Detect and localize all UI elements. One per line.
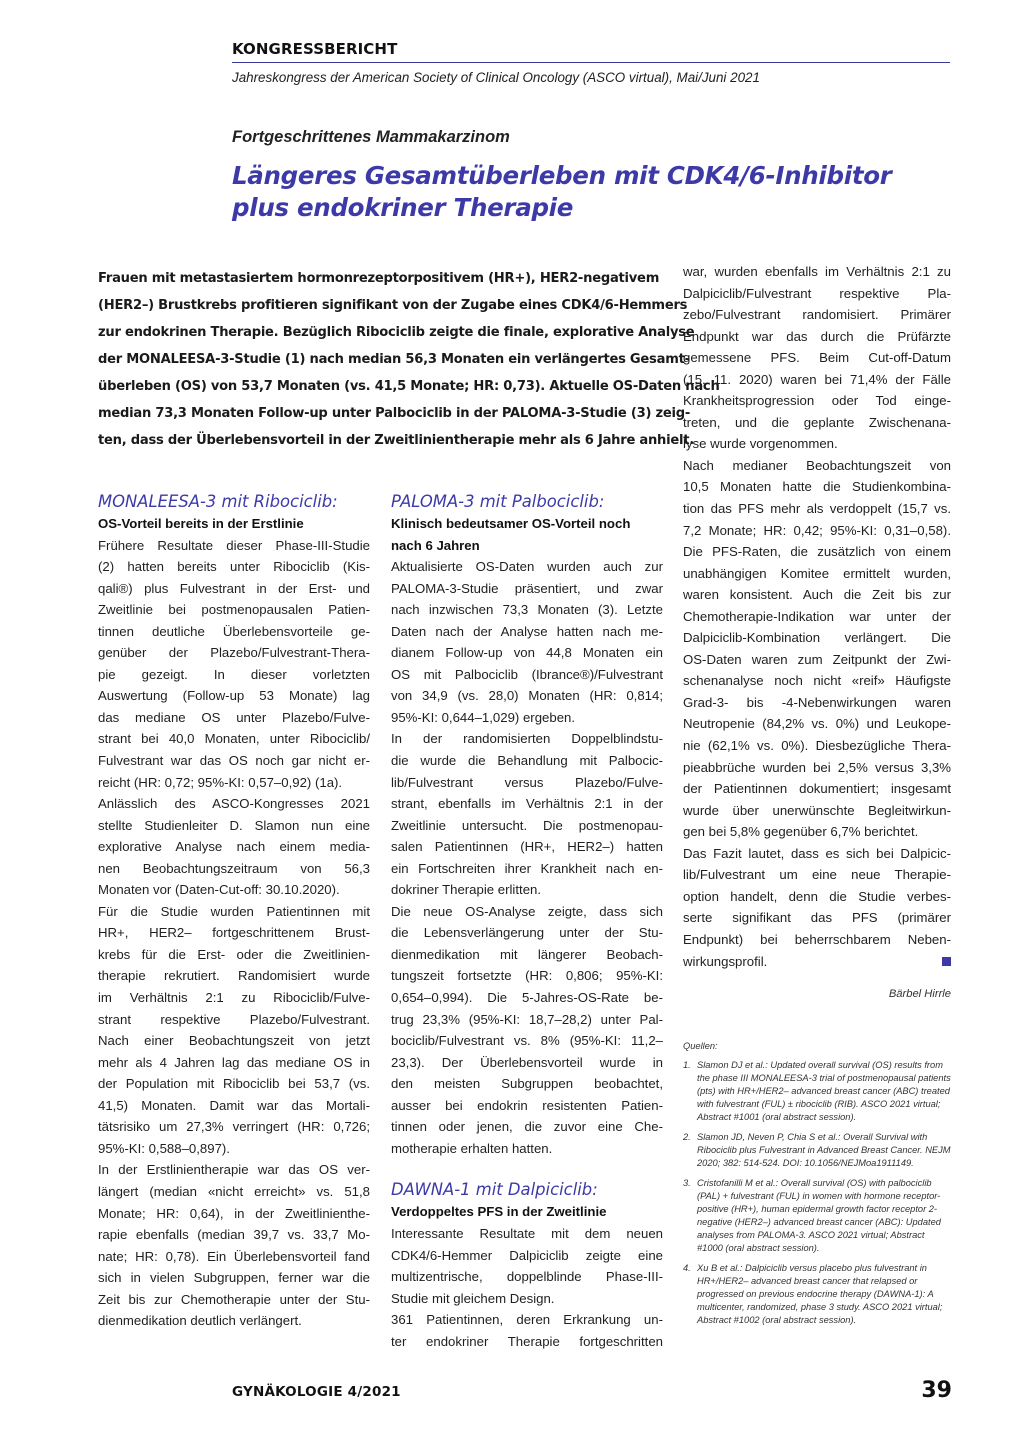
text-line: Grad-3- bis -4-Nebenwirkungen waren xyxy=(683,694,951,710)
lead-line: median 73,3 Monaten Follow-up unter Palbociclib in der PALOMA-3-Studie (3) zeig- xyxy=(98,406,691,421)
text-line: Chemotherapie-Indikation war unter der xyxy=(683,608,951,624)
text-line: tinnen deutliche Überlebensvorteile ge- xyxy=(98,623,370,639)
text-line: strant bei 40,0 Monaten, unter Ribociclib/ xyxy=(98,731,370,747)
journal-issue: GYNÄKOLOGIE 4/2021 xyxy=(232,1384,401,1400)
lead-line: zur endokrinen Therapie. Bezüglich Ribociclib zeigte die finale, explorative Analyse xyxy=(98,325,695,340)
text-line: Anlässlich des ASCO-Kongresses 2021 xyxy=(98,796,370,812)
text-line: ter endokriner Therapie fortgeschritten xyxy=(391,1333,663,1349)
reference-item xyxy=(683,1177,951,1255)
paragraph xyxy=(683,843,951,972)
title-line: Längeres Gesamtüberleben mit CDK4/6-Inhibitor xyxy=(232,161,892,190)
text-line: der Population mit Ribociclib bei 53,7 (vs. xyxy=(98,1076,370,1092)
text-line: Interessante Resultate mit dem neuen xyxy=(391,1225,663,1241)
text-line: serte signifikant das PFS (primärer xyxy=(683,910,951,926)
text-line: nate; HR: 0,78). Ein Überlebensvorteil fand xyxy=(98,1248,370,1264)
text-line: die wurde die Behandlung mit Palbocic- xyxy=(391,753,663,769)
text-line: Das Fazit lautet, dass es sich bei Dalpicic- xyxy=(683,845,951,861)
column-right xyxy=(683,261,951,972)
paragraph xyxy=(683,455,951,843)
text-line: Endpunkt war das durch die Prüfärzte xyxy=(683,328,951,344)
text-line: unabhängigen Komitee ermittelt wurden, xyxy=(683,565,951,581)
text-line: wurde über unerwünschte Begleitwirkun- xyxy=(683,802,951,818)
text-line: HR+, HER2– fortgeschrittenem Brust- xyxy=(98,925,370,941)
text-line: den meisten Subgruppen beobachtet, xyxy=(391,1076,663,1092)
text-line: Dalpiciclib/Fulvestrant respektive Pla- xyxy=(683,285,951,301)
text-line: therapie rekrutiert. Randomisiert wurde xyxy=(98,968,370,984)
text-line: genüber der Plazebo/Fulvestrant-Thera- xyxy=(98,645,370,661)
text-line: gemessene PFS. Beim Cut-off-Datum xyxy=(683,350,951,366)
reference-text: Slamon DJ et al.: Updated overall survival (OS) results from the phase III MONALEESA-3 trial of postmenopausal patients (pts) with HR+/HER2– advanced breast cancer (ABC) treated with fulvestrant (FUL) ± ribociclib (RIB). ASCO 2021 virtual; Abstract #1001 (oral abstract session). xyxy=(697,1060,951,1122)
text-line: OS mit Palbociclib (Ibrance®)/Fulvestrant xyxy=(391,666,663,682)
text-line: Auswertung (Follow-up 53 Monate) lag xyxy=(98,688,370,704)
paragraph xyxy=(391,901,663,1160)
lead-line: (HER2–) Brustkrebs profitieren signifikant von der Zugabe eines CDK4/6-Hemmers xyxy=(98,298,688,313)
reference-number: 4. xyxy=(683,1263,691,1273)
text-line: Nach einer Beobachtungszeit von jetzt xyxy=(98,1033,370,1049)
text-line: strant, ebenfalls im Verhältnis 2:1 in der xyxy=(391,796,663,812)
text-line: im Verhältnis 2:1 zu Ribociclib/Fulve- xyxy=(98,990,370,1006)
text-line: CDK4/6-Hemmer Dalpiciclib zeigte eine xyxy=(391,1247,663,1263)
article-lead xyxy=(98,265,720,454)
lead-line: überleben (OS) von 53,7 Monaten (vs. 41,5 Monate; HR: 0,73). Aktuelle OS-Daten nach xyxy=(98,379,720,394)
text-line: Zeit bis zur Chemotherapie unter der Stu- xyxy=(98,1291,370,1307)
text-line: dienmedikation mit längerer Beobach- xyxy=(391,946,663,962)
text-line: Zweitlinie bei postmenopausalen Patien- xyxy=(98,602,370,618)
lead-line: der MONALEESA-3-Studie (1) nach median 56,3 Monaten ein verlängertes Gesamt- xyxy=(98,352,690,367)
paragraph xyxy=(98,1159,370,1331)
title-line: plus endokriner Therapie xyxy=(232,193,574,222)
section-subheading: Klinisch bedeutsamer OS-Vorteil noch xyxy=(391,516,631,531)
author-signature: Bärbel Hirrle xyxy=(888,988,951,1000)
text-line: Fulvestrant war das OS noch gar nicht er- xyxy=(98,753,370,769)
reference-number: 2. xyxy=(683,1132,691,1142)
text-line: längert (median «nicht erreicht» vs. 51,8 xyxy=(98,1183,370,1199)
reference-text: Cristofanilli M et al.: Overall survival (OS) with palbociclib (PAL) + fulvestrant (FUL) in women with hormone receptor-positive (HR+), human epidermal growth factor receptor 2-negative (HER2–) advanced breast cancer (ABC): Updated analyses from PALOMA-3. ASCO 2021 virtual; Abstract #1000 (oral abstract session). xyxy=(697,1178,941,1253)
reference-item xyxy=(683,1059,951,1124)
text-line: dianem Follow-up von 44,8 Monaten ein xyxy=(391,645,663,661)
text-line: 0,654–0,994). Die 5-Jahres-OS-Rate be- xyxy=(391,990,663,1006)
text-line: pieabbrüche wurden bei 2,5% versus 3,3% xyxy=(683,759,951,775)
section-heading-paloma: PALOMA-3 mit Palbociclib: xyxy=(391,492,605,511)
paragraph xyxy=(391,728,663,900)
text-line: Die PFS-Raten, die zusätzlich von einem xyxy=(683,544,951,560)
text-line: tungszeit fortsetzte (HR: 0,806; 95%-KI: xyxy=(391,968,663,984)
text-line: wirkungsprofil. xyxy=(683,951,951,973)
section-subheading: OS-Vorteil bereits in der Erstlinie xyxy=(98,516,304,531)
paragraph xyxy=(98,793,370,901)
text-line: Endpunkt) bei beherrschbarem Neben- xyxy=(683,931,951,947)
congress-line: Jahreskongress der American Society of Clinical Oncology (ASCO virtual), Mai/Juni 2021 xyxy=(232,70,760,85)
text-line: Monaten vor (Daten-Cut-off: 30.10.2020). xyxy=(98,882,340,898)
text-line: ein Fortschreiten ihrer Krankheit nach en- xyxy=(391,860,663,876)
paragraph xyxy=(98,901,370,1160)
text-line: 10,5 Monaten hatte die Studienkombina- xyxy=(683,479,951,495)
text-line: explorative Analyse nach einem media- xyxy=(98,839,370,855)
section-subheading: nach 6 Jahren xyxy=(391,537,480,553)
section-rubric: KONGRESSBERICHT xyxy=(232,40,398,58)
text-line: Nach medianer Beobachtungszeit von xyxy=(683,457,951,473)
text-line: nen Beobachtungszeitraum von 56,3 xyxy=(98,860,370,876)
reference-item xyxy=(683,1262,951,1327)
article-title xyxy=(232,160,932,224)
text-line: von 34,9 (vs. 28,0) Monaten (HR: 0,814; xyxy=(391,688,663,704)
reference-text: Slamon JD, Neven P, Chia S et al.: Overall Survival with Ribociclib plus Fulvestrant in Advanced Breast Cancer. NEJM 2020; 382: 514-524. DOI: 10.1056/NEJMoa1911149. xyxy=(697,1132,951,1168)
text-line: dienmedikation deutlich verlängert. xyxy=(98,1313,302,1329)
text-line: trug 23,3% (95%-KI: 18,7–28,2) unter Pal- xyxy=(391,1011,663,1027)
text-line: tinnen oder jenen, die zuvor eine Che- xyxy=(391,1119,663,1135)
text-line: Daten nach der Analyse hatten nach me- xyxy=(391,623,663,639)
text-line: stellte Studienleiter D. Slamon nun eine xyxy=(98,817,370,833)
paragraph xyxy=(391,1309,663,1352)
reference-item xyxy=(683,1131,951,1170)
paragraph xyxy=(391,1223,663,1309)
text-line: 95%-KI: 0,644–1,029) ergeben. xyxy=(391,709,576,725)
text-line: lib/Fulvestrant versus Plazebo/Fulve- xyxy=(391,774,663,790)
text-line: nach inzwischen 73,3 Monaten (3). Letzte xyxy=(391,602,663,618)
text-line: mehr als 4 Jahren lag das mediane OS in xyxy=(98,1054,370,1070)
text-line: das mediane OS unter Plazebo/Fulve- xyxy=(98,709,370,725)
text-line: treten, und die geplante Zwischenana- xyxy=(683,414,951,430)
references-header: Quellen: xyxy=(683,1041,718,1051)
article-kicker: Fortgeschrittenes Mammakarzinom xyxy=(232,128,510,146)
text-line: Aktualisierte OS-Daten wurden auch zur xyxy=(391,559,663,575)
text-line: Monate; HR: 0,64), in der Zweitlinienthe- xyxy=(98,1205,370,1221)
text-line: (15. 11. 2020) waren bei 71,4% der Fälle xyxy=(683,371,951,387)
text-line: schenanalyse noch nicht «reif» Häufigste xyxy=(683,673,951,689)
text-line: sich in vielen Subgruppen, ferner war die xyxy=(98,1270,370,1286)
text-line: PALOMA-3-Studie präsentiert, und zwar xyxy=(391,580,663,596)
text-line: 361 Patientinnen, deren Erkrankung un- xyxy=(391,1312,663,1328)
text-line: motherapie erhalten hatten. xyxy=(391,1140,553,1156)
section-subheading: Verdoppeltes PFS in der Zweitlinie xyxy=(391,1204,607,1220)
references xyxy=(683,1040,951,1334)
text-line: Für die Studie wurden Patientinnen mit xyxy=(98,903,370,919)
text-line: (2) hatten bereits unter Ribociclib (Kis- xyxy=(98,559,370,575)
text-line: Dalpiciclib-Kombination verlängert. Die xyxy=(683,630,951,646)
text-line: Die neue OS-Analyse zeigte, dass sich xyxy=(391,903,663,919)
text-line: 41,5) Monaten. Damit war das Mortali- xyxy=(98,1097,370,1113)
text-line: lib/Fulvestrant um eine neue Therapie- xyxy=(683,867,951,883)
reference-number: 1. xyxy=(683,1060,691,1070)
lead-line: Frauen mit metastasiertem hormonrezeptorpositivem (HR+), HER2-negativem xyxy=(98,271,660,286)
paragraph xyxy=(683,261,951,455)
text-line: salen Patientinnen (HR+, HER2–) hatten xyxy=(391,839,663,855)
text-line: multizentrische, doppelblinde Phase-III- xyxy=(391,1269,663,1285)
reference-number: 3. xyxy=(683,1178,691,1188)
text-line: die Lebensverlängerung unter der Stu- xyxy=(391,925,663,941)
text-line: lyse wurde vorgenommen. xyxy=(683,436,838,452)
text-line: OS-Daten waren zum Zeitpunkt der Zwi- xyxy=(683,651,951,667)
text-line: waren konsistent. Auch die Zeit bis zur xyxy=(683,587,951,603)
text-line: Studie mit gleichem Design. xyxy=(391,1290,555,1306)
text-line: dokriner Therapie erlitten. xyxy=(391,882,542,898)
column-middle xyxy=(391,491,663,1352)
text-line: qali®) plus Fulvestrant in der Erst- und xyxy=(98,580,370,596)
end-mark-icon xyxy=(942,957,951,966)
text-line: Frühere Resultate dieser Phase-III-Studie xyxy=(98,537,370,553)
text-line: gen bei 5,8% gegenüber 6,7% berichtet. xyxy=(683,824,919,840)
paragraph xyxy=(391,556,663,728)
reference-text: Xu B et al.: Dalpiciclib versus placebo plus fulvestrant in HR+/HER2– advanced breast cancer that relapsed or progressed on previous endocrine therapy (DAWNA-1): A multicenter, randomized, phase 3 study. ASCO 2021 virtual; Abstract #1002 (oral abstract session). xyxy=(697,1263,943,1325)
text-line: zebo/Fulvestrant randomisiert. Primärer xyxy=(683,307,951,323)
section-heading-monaleesa: MONALEESA-3 mit Ribociclib: xyxy=(98,492,338,511)
text-line: 95%-KI: 0,588–0,897). xyxy=(98,1140,230,1156)
text-line: 23,3). Der Überlebensvorteil wurde in xyxy=(391,1054,663,1070)
page-number: 39 xyxy=(921,1378,952,1403)
text-line: der Patientinnen dokumentiert; insgesamt xyxy=(683,781,951,797)
text-line: nie (62,1% vs. 0%). Diesbezügliche Thera- xyxy=(683,738,951,754)
text-line: tion das PFS mehr als verdoppelt (15,7 vs. xyxy=(683,501,951,517)
text-line: tätsrisiko um 27,3% verringert (HR: 0,726; xyxy=(98,1119,370,1135)
text-line: pie gezeigt. In dieser vorletzten xyxy=(98,666,370,682)
text-line: ausser bei endokrin resistenten Patien- xyxy=(391,1097,663,1113)
text-line: strant respektive Plazebo/Fulvestrant. xyxy=(98,1011,370,1027)
text-line: krebs für die Erst- oder die Zweitlinien- xyxy=(98,946,370,962)
text-line: option handelt, denn die Studie verbes- xyxy=(683,888,951,904)
text-line: reicht (HR: 0,72; 95%-KI: 0,57–0,92) (1a). xyxy=(98,774,343,790)
text-line: rapie ebenfalls (median 39,7 vs. 33,7 Mo- xyxy=(98,1227,370,1243)
lead-line: ten, dass der Überlebensvorteil in der Zweitlinientherapie mehr als 6 Jahre anhielt. xyxy=(98,433,694,448)
text-line: In der randomisierten Doppelblindstu- xyxy=(391,731,663,747)
section-heading-dawna: DAWNA-1 mit Dalpiciclib: xyxy=(391,1180,598,1200)
text-line: 7,2 Monate; HR: 0,42; 95%-KI: 0,31–0,58). xyxy=(683,522,951,538)
header-divider xyxy=(232,62,950,63)
text-line: Neutropenie (84,2% vs. 0%) und Leukope- xyxy=(683,716,951,732)
text-line: bociclib/Fulvestrant vs. 8% (95%-KI: 11,2– xyxy=(391,1033,663,1049)
column-left xyxy=(98,491,370,1332)
text-line: war, wurden ebenfalls im Verhältnis 2:1 zu xyxy=(683,264,951,279)
text-line: Krankheitsprogression oder Tod einge- xyxy=(683,393,951,409)
text-line: Zweitlinie untersucht. Die postmenopau- xyxy=(391,817,663,833)
text-line: In der Erstlinientherapie war das OS ver- xyxy=(98,1162,370,1178)
paragraph xyxy=(98,535,370,794)
